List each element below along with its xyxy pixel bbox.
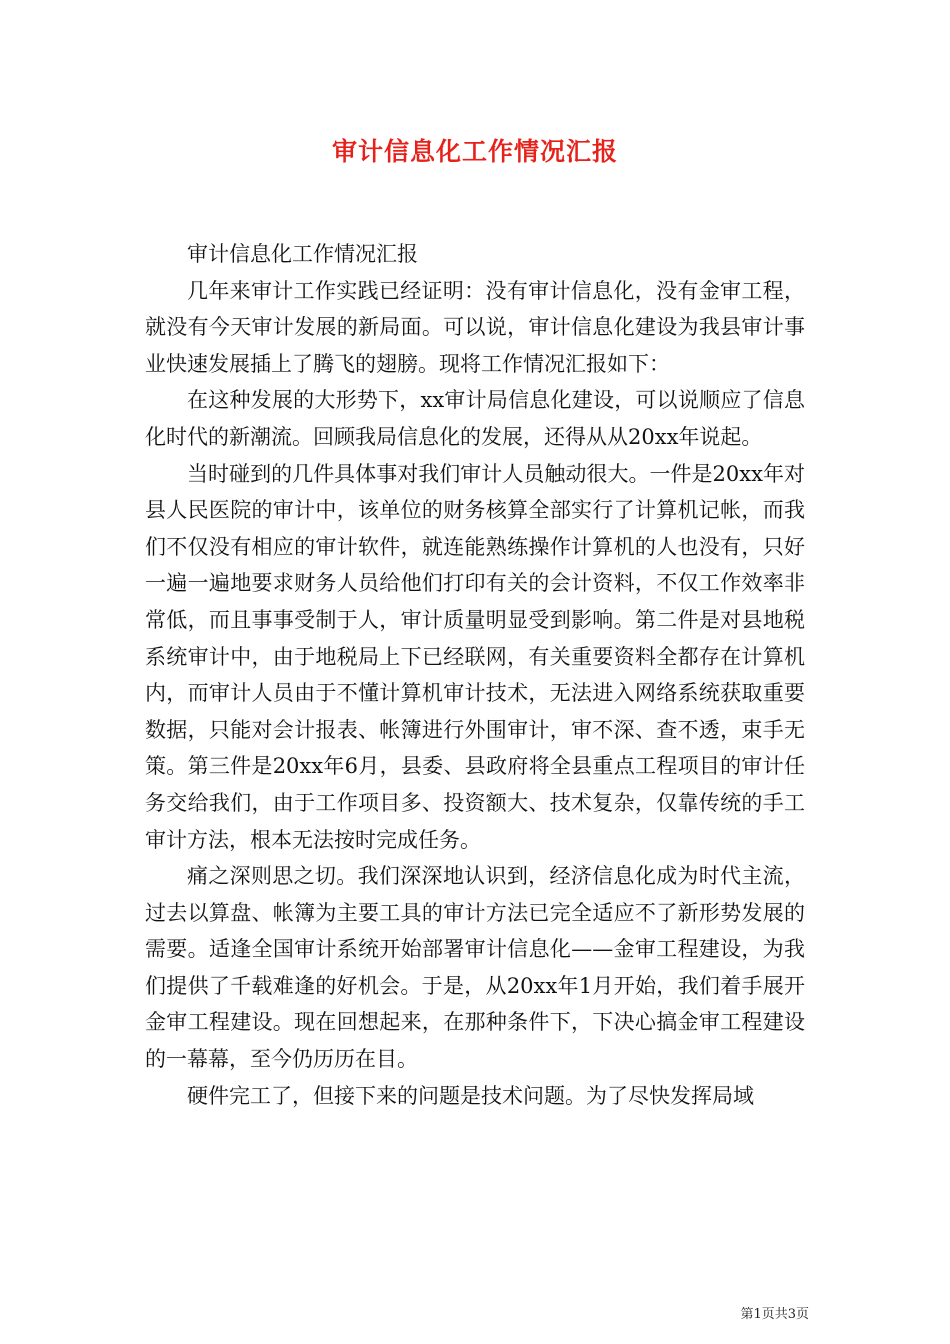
page-number: 第1页共3页 [740, 1307, 809, 1322]
paragraph-1: 几年来审计工作实践已经证明：没有审计信息化，没有金审工程，就没有今天审计发展的新局面。可以说，审计信息化建设为我县审计事业快速发展插上了腾飞的翅膀。现将工作情况汇报如下： [145, 278, 805, 376]
paragraph-2: 在这种发展的大形势下，xx审计局信息化建设，可以说顺应了信息化时代的新潮流。回顾我局信息化的发展，还得从从20xx年说起。 [145, 388, 805, 449]
paragraph-4: 痛之深则思之切。我们深深地认识到，经济信息化成为时代主流，过去以算盘、帐簿为主要工具的审计方法已完全适应不了新形势发展的需要。适逢全国审计系统开始部署审计信息化——金审工程建设，为我们提供了千载难逢的好机会。于是，从20xx年1月开始，我们着手展开金审工程建设。现在回想起来，在那种条件下，下决心搞金审工程建设的一幕幕，至今仍历历在目。 [145, 864, 805, 1072]
document-body [145, 236, 805, 1114]
document-title: 审计信息化工作情况汇报 [331, 137, 618, 166]
paragraph-5: 硬件完工了，但接下来的问题是技术问题。为了尽快发挥局域 [187, 1083, 754, 1108]
document-subtitle: 审计信息化工作情况汇报 [187, 242, 418, 266]
paragraph-3: 当时碰到的几件具体事对我们审计人员触动很大。一件是20xx年对县人民医院的审计中，该单位的财务核算全部实行了计算机记帐，而我们不仅没有相应的审计软件，就连能熟练操作计算机的人也没有，只好一遍一遍地要求财务人员给他们打印有关的会计资料，不仅工作效率非常低，而且事事受制于人，审计质量明显受到影响。第二件是对县地税系统审计中，由于地税局上下已经联网，有关重要资料全都存在计算机内，而审计人员由于不懂计算机审计技术，无法进入网络系统获取重要数据，只能对会计报表、帐簿进行外围审计，审不深、查不透，束手无策。第三件是20xx年6月，县委、县政府将全县重点工程项目的审计任务交给我们，由于工作项目多、投资额大、技术复杂，仅靠传统的手工审计方法，根本无法按时完成任务。 [145, 461, 805, 852]
